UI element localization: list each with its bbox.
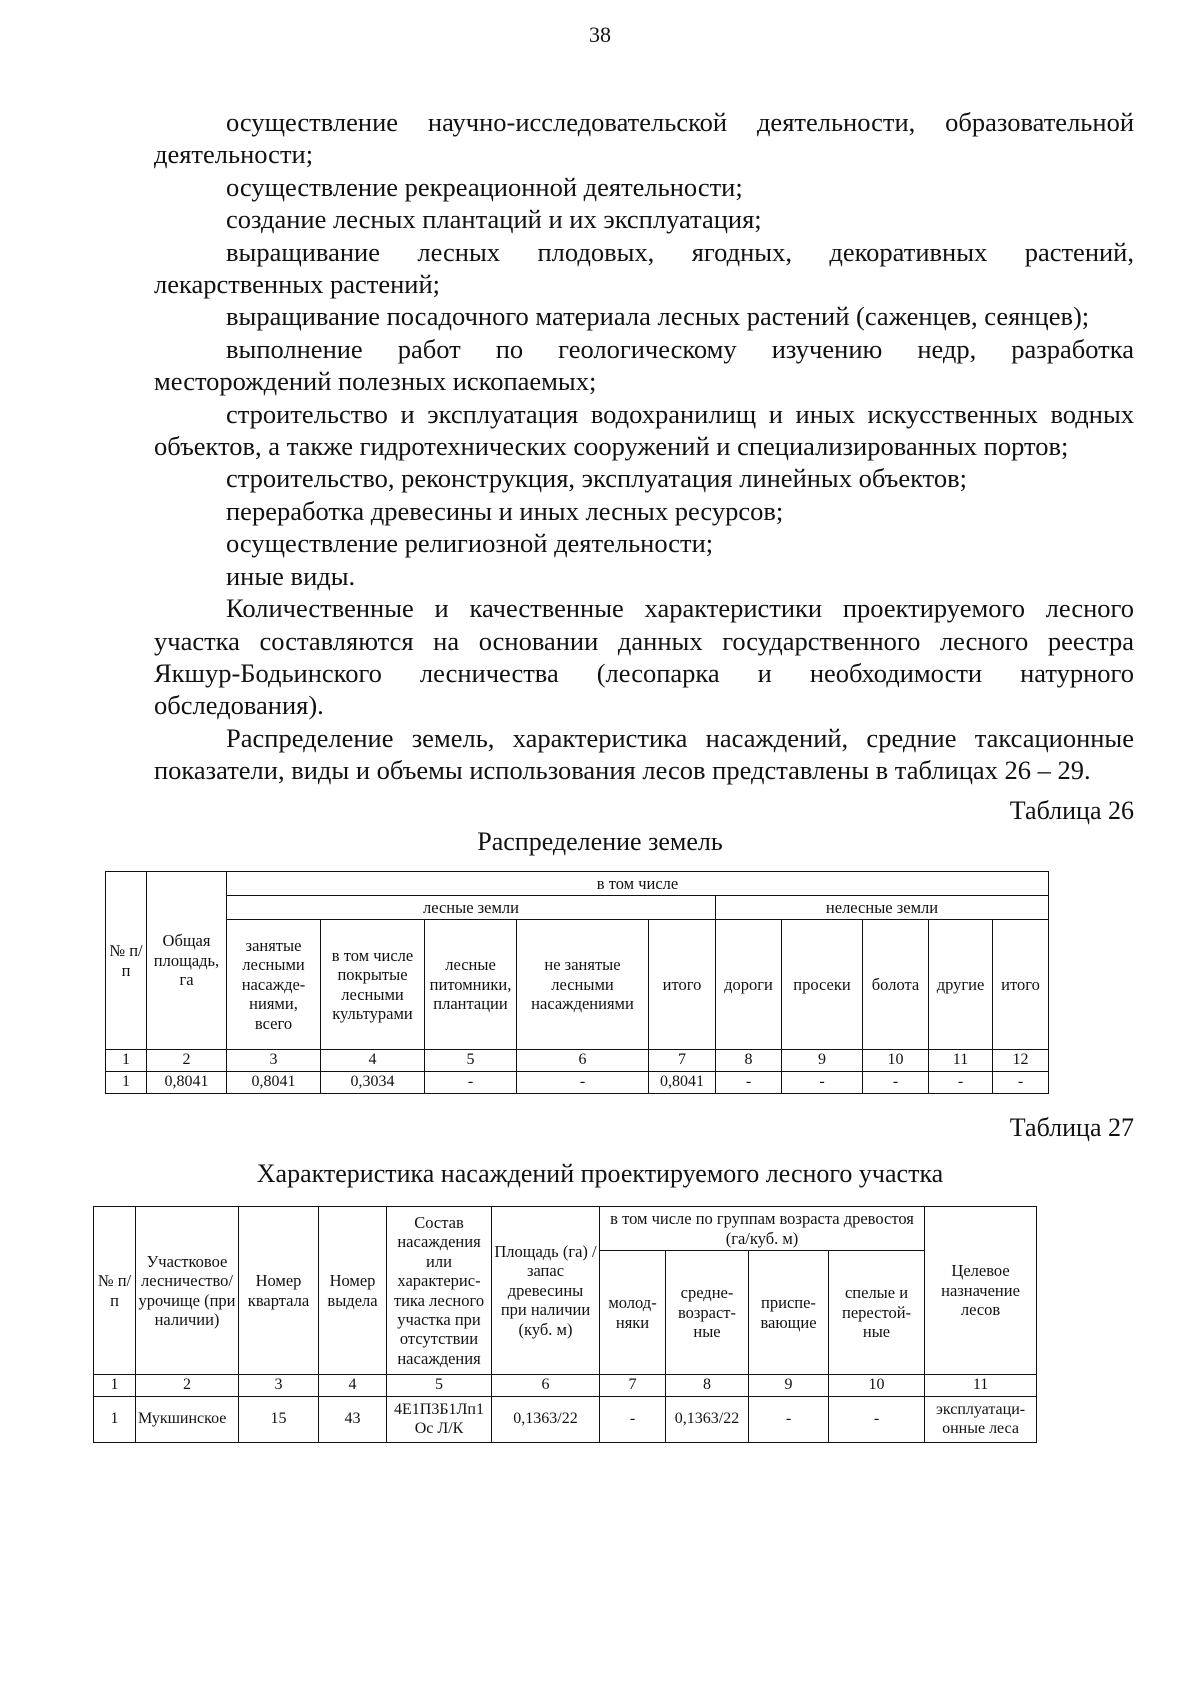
header-area: Площадь (га) /запас древесины при наличии (куб. м)	[492, 1207, 600, 1375]
column-number-row	[106, 1050, 1049, 1072]
table-cell: -	[782, 1072, 863, 1094]
page-number: 38	[589, 22, 611, 47]
column-number: 8	[716, 1050, 782, 1072]
header-quarter: Номер квартала	[239, 1207, 319, 1375]
header-nonforest-lands: нелесные земли	[716, 896, 1049, 920]
column-number: 7	[600, 1375, 666, 1397]
table-cell: 0,3034	[321, 1072, 425, 1094]
header-num: № п/п	[94, 1207, 136, 1375]
table27-title: Характеристика насаждений проектируемого лесного участка	[256, 1159, 944, 1188]
header-roads: дороги	[716, 920, 782, 1050]
paragraph: выполнение работ по геологическому изучению недр, разработка месторождений полезных ископаемых;	[154, 333, 1134, 397]
table-cell: 4Е1П3Б1Лп1 Ос Л/К	[387, 1397, 492, 1443]
header-incl-covered: в том числе покрытые лесными культурами	[321, 920, 425, 1050]
header-mature: спелые и перестой-ные	[829, 1251, 925, 1375]
header-nonforest-total: итого	[993, 920, 1049, 1050]
table-row	[106, 1072, 1049, 1094]
column-number: 7	[649, 1050, 716, 1072]
column-number: 10	[863, 1050, 929, 1072]
table-cell: 0,1363/22	[492, 1397, 600, 1443]
column-number: 4	[319, 1375, 387, 1397]
paragraph: осуществление религиозной деятельности;	[226, 528, 714, 559]
table-cell: -	[929, 1072, 993, 1094]
table-row	[94, 1397, 1037, 1443]
column-number: 6	[517, 1050, 649, 1072]
header-including: в том числе	[227, 872, 1049, 896]
table-cell: Мукшинское	[136, 1397, 239, 1443]
paragraph: иные виды.	[226, 560, 356, 591]
column-number: 5	[387, 1375, 492, 1397]
column-number: 3	[239, 1375, 319, 1397]
column-number: 12	[993, 1050, 1049, 1072]
column-number: 1	[94, 1375, 136, 1397]
column-number-row	[94, 1375, 1037, 1397]
paragraph: строительство, реконструкция, эксплуатация линейных объектов;	[226, 463, 968, 494]
table-cell: -	[600, 1397, 666, 1443]
column-number: 8	[666, 1375, 749, 1397]
table-cell: -	[425, 1072, 517, 1094]
paragraph: создание лесных плантаций и их эксплуатация;	[226, 204, 762, 235]
header-nurseries: лесные питомники, плантации	[425, 920, 517, 1050]
column-number: 10	[829, 1375, 925, 1397]
header-not-occupied: не занятые лесными насаждениями	[517, 920, 649, 1050]
header-total-area: Общая площадь, га	[147, 872, 227, 1050]
table27-label: Таблица 27	[1009, 1113, 1134, 1142]
table26-label: Таблица 26	[1009, 796, 1134, 825]
table-cell: 1	[106, 1072, 147, 1094]
column-number: 2	[136, 1375, 239, 1397]
column-number: 3	[227, 1050, 321, 1072]
table-cell: 0,8041	[649, 1072, 716, 1094]
table-cell: -	[749, 1397, 829, 1443]
header-section: Номер выдела	[319, 1207, 387, 1375]
column-number: 9	[749, 1375, 829, 1397]
body-text	[154, 106, 1134, 787]
table-cell: эксплуатаци-онные леса	[925, 1397, 1037, 1443]
header-num: № п/п	[106, 872, 147, 1050]
header-forest-total: итого	[649, 920, 716, 1050]
header-district: Участковое лесничество/ урочище (при наличии)	[136, 1207, 239, 1375]
table-cell: -	[863, 1072, 929, 1094]
table-cell: 43	[319, 1397, 387, 1443]
paragraph: Количественные и качественные характеристики проектируемого лесного участка составляются на основании данных государственного лесного реестра Якшур-Бодьинского лесничества (лесопарка и необходимости натурного обследования).	[154, 593, 1134, 721]
column-number: 9	[782, 1050, 863, 1072]
header-composition: Состав насаждения или характерис-тика лесного участка при отсутствии насаждения	[387, 1207, 492, 1375]
table-cell: 1	[94, 1397, 136, 1443]
paragraph: осуществление рекреационной деятельности;	[226, 171, 743, 202]
header-forest-lands: лесные земли	[227, 896, 716, 920]
paragraph: осуществление научно-исследовательской деятельности, образовательной деятельности;	[154, 107, 1134, 170]
table27	[93, 1206, 1037, 1443]
header-purpose: Целевое назначение лесов	[925, 1207, 1037, 1375]
header-others: другие	[929, 920, 993, 1050]
column-number: 2	[147, 1050, 227, 1072]
table-cell: -	[517, 1072, 649, 1094]
column-number: 4	[321, 1050, 425, 1072]
paragraph: Распределение земель, характеристика насаждений, средние таксационные показатели, виды и объемы использования лесов представлены в таблицах 26 – 29.	[154, 722, 1134, 786]
paragraph: выращивание посадочного материала лесных растений (саженцев, сеянцев);	[226, 301, 1090, 332]
paragraph: строительство и эксплуатация водохранилищ и иных искусственных водных объектов, а также гидротехнических сооружений и специализированных портов;	[154, 398, 1134, 462]
header-middle: средне-возраст-ные	[666, 1251, 749, 1375]
paragraph: выращивание лесных плодовых, ягодных, декоративных растений, лекарственных растений;	[154, 236, 1134, 300]
column-number: 11	[929, 1050, 993, 1072]
table-cell: 15	[239, 1397, 319, 1443]
column-number: 6	[492, 1375, 600, 1397]
table-cell: 0,1363/22	[666, 1397, 749, 1443]
paragraph: переработка древесины и иных лесных ресурсов;	[226, 495, 784, 526]
header-age-groups: в том числе по группам возраста древостоя (га/куб. м)	[600, 1207, 925, 1251]
table-cell: -	[716, 1072, 782, 1094]
table-cell: 0,8041	[227, 1072, 321, 1094]
table-cell: 0,8041	[147, 1072, 227, 1094]
header-swamps: болота	[863, 920, 929, 1050]
column-number: 5	[425, 1050, 517, 1072]
header-clearings: просеки	[782, 920, 863, 1050]
table26	[105, 871, 1049, 1094]
column-number: 11	[925, 1375, 1037, 1397]
header-maturing: приспе-вающие	[749, 1251, 829, 1375]
header-young: молод-няки	[600, 1251, 666, 1375]
column-number: 1	[106, 1050, 147, 1072]
header-occupied: занятые лесными насажде-ниями, всего	[227, 920, 321, 1050]
table-cell: -	[993, 1072, 1049, 1094]
table26-title: Распределение земель	[477, 827, 723, 856]
table-cell: -	[829, 1397, 925, 1443]
